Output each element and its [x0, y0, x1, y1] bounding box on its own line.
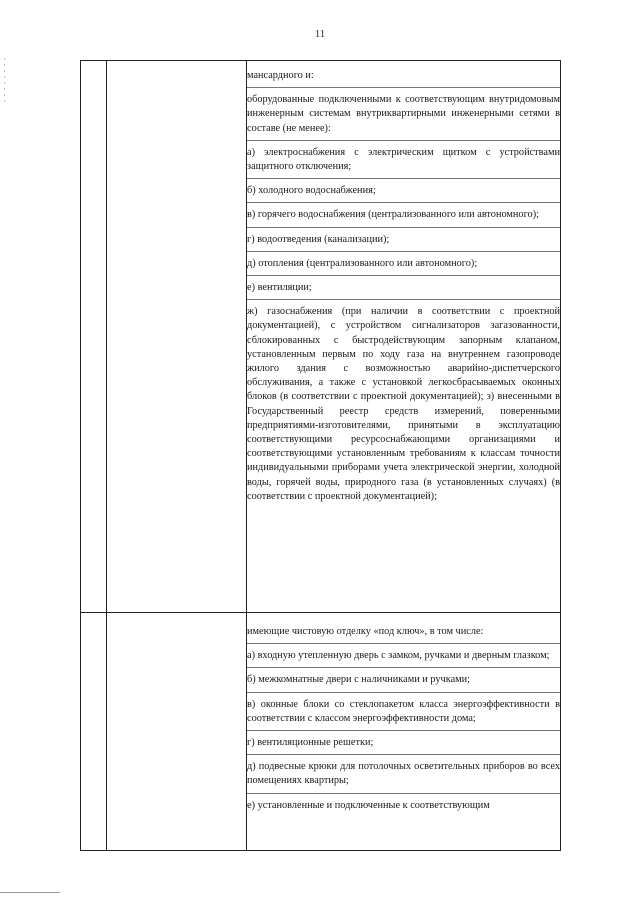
table-cell-text: [247, 61, 561, 613]
table-cell-name: [107, 61, 247, 613]
paragraph: а) входную утепленную дверь с замком, ручками и дверным глазком;: [247, 643, 560, 667]
table-cell-number: [81, 61, 107, 613]
paragraph: б) холодного водоснабжения;: [247, 178, 560, 202]
table-row: [81, 613, 561, 851]
table-cell-text: [247, 613, 561, 851]
paragraph: д) подвесные крюки для потолочных осветительных приборов во всех помещениях квартиры;: [247, 754, 560, 792]
paragraph: оборудованные подключенными к соответствующим внутридомовым инженерным системам внутриквартирными инженерными сетями в составе (не менее):: [247, 87, 560, 140]
paragraph: б) межкомнатные двери с наличниками и ручками;: [247, 667, 560, 691]
paragraph: г) водоотведения (канализации);: [247, 227, 560, 251]
paragraph: в) оконные блоки со стеклопакетом класса энергоэффективности в соответствии с классом энергоэффективности дома;: [247, 692, 560, 730]
table-cell-name: [107, 613, 247, 851]
paragraph: г) вентиляционные решетки;: [247, 730, 560, 754]
paragraph: ж) газоснабжения (при наличии в соответствии с проектной документацией), с устройством сигнализаторов загазованности, сблокированных с быстродействующим запорным клапаном, установленным первым по ходу газа на внутреннем газопроводе жилого здания с возможностью аварийно-диспетчерского обслуживания, а также с установкой легкосбрасываемых оконных блоков (в соответствии с проектной документацией); з) внесенными в Государственный реестр средств измерений, поверенными предприятиями-изготовителями, принятыми в эксплуатацию соответствующими ресурсоснабжающими организациями и соответствующими установленным требованиям к классам точности индивидуальными приборами учета электрической энергии, холодной воды, горячей воды, природного газа (в установленных случаях) (в соответствии с проектной документацией);: [247, 299, 560, 508]
paragraph: мансардного и:: [247, 70, 314, 81]
paragraph: в) горячего водоснабжения (централизованного или автономного);: [247, 202, 560, 226]
margin-marks: [4, 58, 10, 118]
table-cell-number: [81, 613, 107, 851]
paragraph: имеющие чистовую отделку «под ключ», в том числе:: [247, 626, 484, 637]
paragraph: д) отопления (централизованного или автономного);: [247, 251, 560, 275]
paragraph: е) вентиляции;: [247, 275, 560, 299]
requirements-table: [80, 60, 561, 851]
page-number: 11: [314, 28, 326, 40]
paragraph: е) установленные и подключенные к соответствующим: [247, 793, 560, 817]
bottom-edge-line: [0, 892, 60, 893]
table-row: [81, 61, 561, 613]
paragraph: а) электроснабжения с электрическим щитком с устройствами защитного отключения;: [247, 140, 560, 178]
